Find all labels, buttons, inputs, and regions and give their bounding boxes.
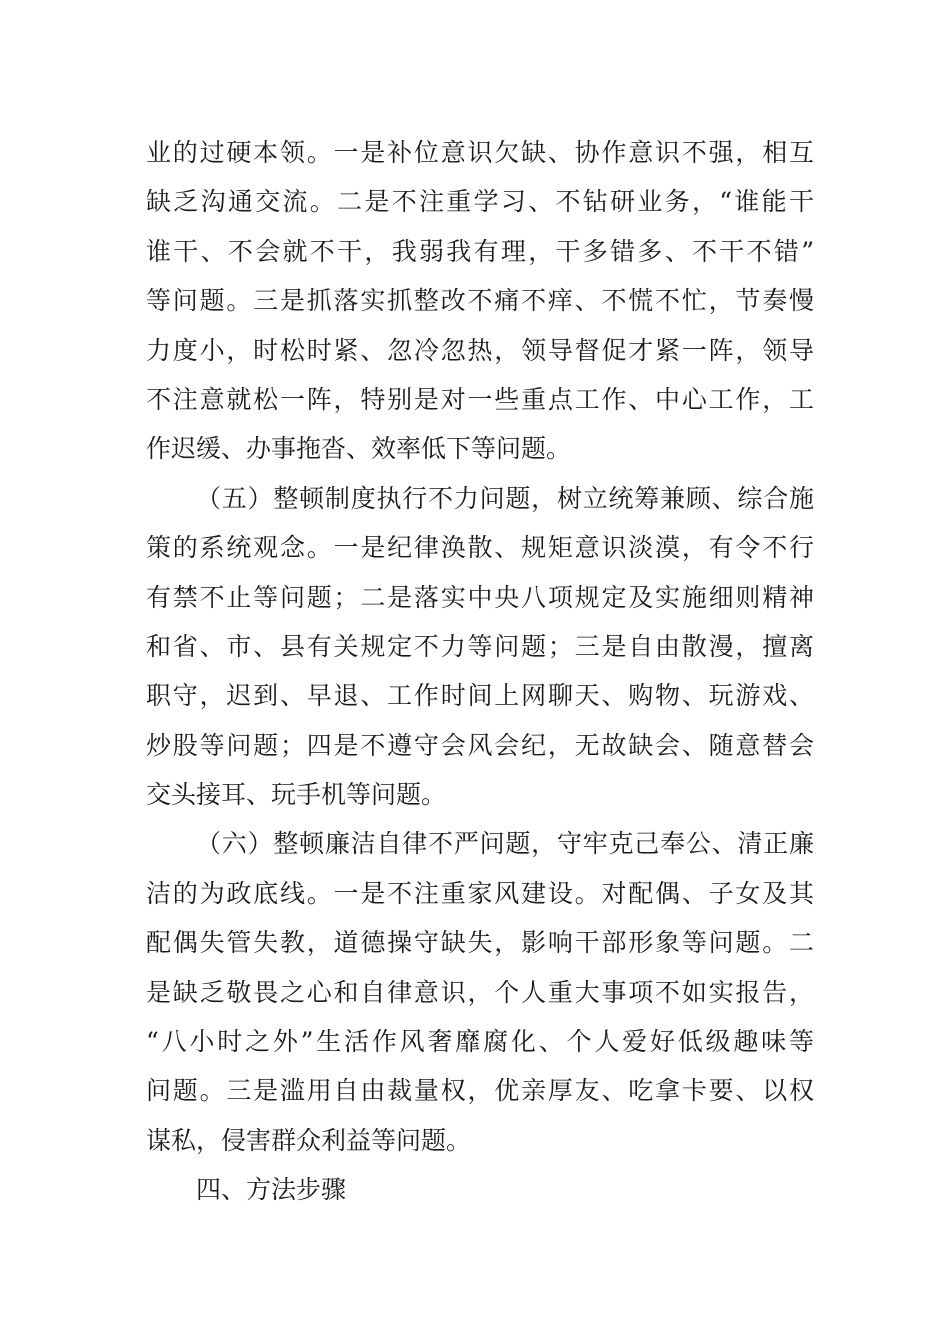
section-five-heading-line: （五）整顿制度执行不力问题，树立统筹兼顾、综合施 xyxy=(196,483,814,513)
text-line: 和省、市、县有关规定不力等问题；三是自由散漫，擅离 xyxy=(146,631,814,661)
text-line: 等问题。三是抓落实抓整改不痛不痒、不慌不忙，节奏慢 xyxy=(146,286,814,316)
text-line: 洁的为政底线。一是不注重家风建设。对配偶、子女及其 xyxy=(146,878,814,908)
text-line: 有禁不止等问题；二是落实中央八项规定及实施细则精神 xyxy=(146,582,814,612)
text-line: 是缺乏敬畏之心和自律意识，个人重大事项不如实报告， xyxy=(146,977,814,1007)
text-line: 策的系统观念。一是纪律涣散、规矩意识淡漠，有令不行 xyxy=(146,533,814,563)
text-line: 不注意就松一阵，特别是对一些重点工作、中心工作，工 xyxy=(146,384,814,414)
text-line: 谋私，侵害群众利益等问题。 xyxy=(146,1125,472,1155)
text-line: 职守，迟到、早退、工作时间上网聊天、购物、玩游戏、 xyxy=(146,681,814,711)
text-line: 交头接耳、玩手机等问题。 xyxy=(146,780,447,810)
text-line: 炒股等问题；四是不遵守会风会纪，无故缺会、随意替会 xyxy=(146,730,814,760)
text-line: 配偶失管失教，道德操守缺失，影响干部形象等问题。二 xyxy=(146,928,814,958)
section-four-heading: 四、方法步骤 xyxy=(196,1175,347,1205)
text-line: 谁干、不会就不干，我弱我有理，干多错多、不干不错” xyxy=(146,236,814,266)
document-body xyxy=(146,128,814,1215)
text-line: 缺乏沟通交流。二是不注重学习、不钻研业务，“谁能干 xyxy=(146,187,814,217)
text-line: 力度小，时松时紧、忽冷忽热，领导督促才紧一阵，领导 xyxy=(146,335,814,365)
section-six-heading-line: （六）整顿廉洁自律不严问题，守牢克己奉公、清正廉 xyxy=(196,829,814,859)
text-line: “八小时之外”生活作风奢靡腐化、个人爱好低级趣味等 xyxy=(146,1027,814,1057)
text-line: 作迟缓、办事拖沓、效率低下等问题。 xyxy=(146,434,572,464)
text-line: 业的过硬本领。一是补位意识欠缺、协作意识不强，相互 xyxy=(146,138,814,167)
text-line: 问题。三是滥用自由裁量权，优亲厚友、吃拿卡要、以权 xyxy=(146,1076,814,1106)
